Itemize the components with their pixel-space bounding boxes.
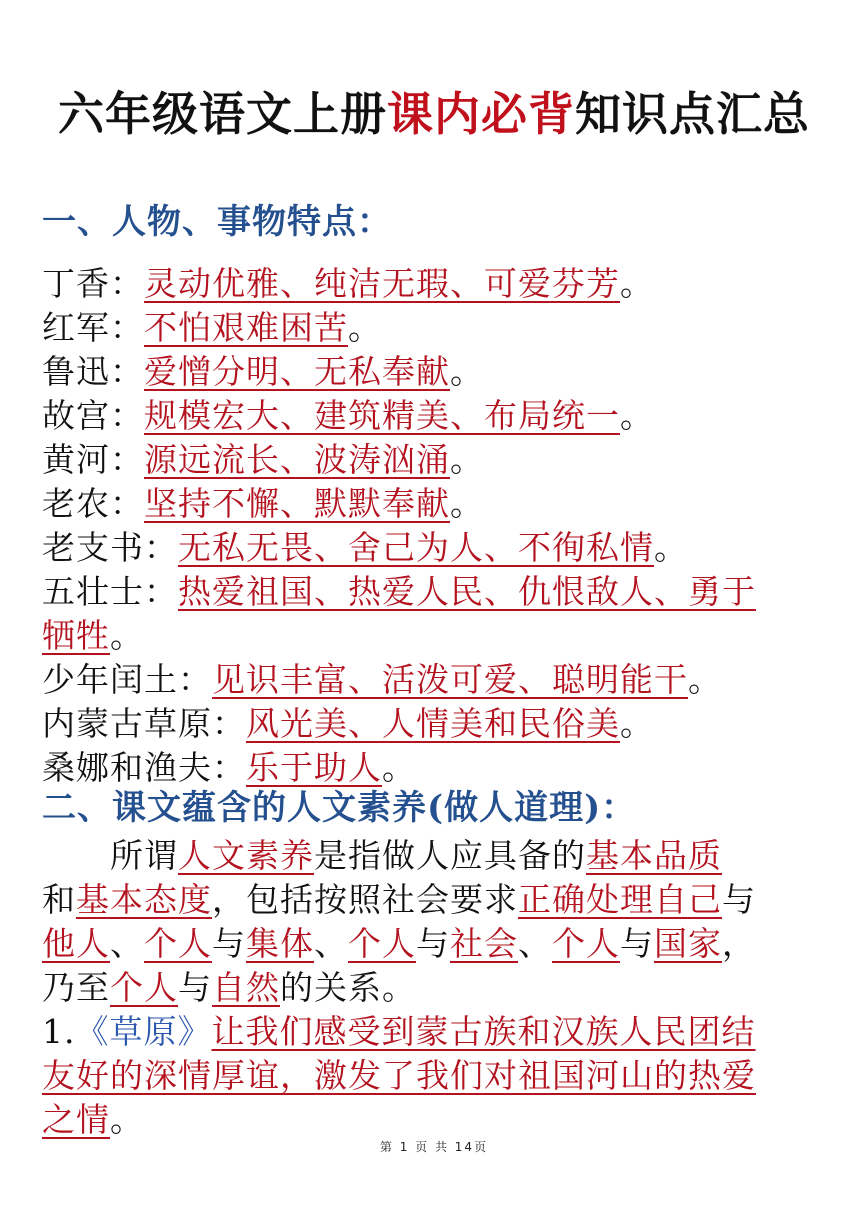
- paragraph-line: 和基本态度，包括按照社会要求正确处理自己与: [42, 880, 756, 919]
- book-title: 《草原》: [75, 1012, 212, 1051]
- list-item: 老农：坚持不懈、默默奉献。: [42, 484, 484, 523]
- list-item-continued: 牺牲。: [42, 616, 144, 655]
- list-item: 桑娜和渔夫：乐于助人。: [42, 748, 416, 787]
- list-item: 少年闰土：见识丰富、活泼可爱、聪明能干。: [42, 660, 722, 699]
- paragraph-line: 他人、个人与集体、个人与社会、个人与国家，: [42, 924, 756, 963]
- numbered-item-continued: 友好的深情厚谊，激发了我们对祖国河山的热爱: [42, 1056, 756, 1095]
- list-item: 内蒙古草原：风光美、人情美和民俗美。: [42, 704, 654, 743]
- title-part: 六年级语文上册: [58, 87, 387, 141]
- section-heading: 一、人物、事物特点：: [42, 202, 392, 242]
- numbered-item: 1.《草原》让我们感受到蒙古族和汉族人民团结: [42, 1012, 756, 1051]
- list-item: 老支书：无私无畏、舍己为人、不徇私情。: [42, 528, 688, 567]
- numbered-item-continued: 之情。: [42, 1100, 144, 1139]
- list-item: 鲁迅：爱憎分明、无私奉献。: [42, 352, 484, 391]
- page-number-footer: 第 1 页 共 14页: [379, 1140, 489, 1154]
- paragraph-line: 所谓人文素养是指做人应具备的基本品质: [110, 836, 722, 875]
- paragraph-line: 乃至个人与自然的关系。: [42, 968, 416, 1007]
- list-item: 丁香：灵动优雅、纯洁无瑕、可爱芬芳。: [42, 264, 654, 303]
- page-title: [0, 82, 868, 146]
- list-item: 五壮士：热爱祖国、热爱人民、仇恨敌人、勇于: [42, 572, 756, 611]
- title-highlight: 课内必背: [387, 87, 575, 141]
- list-item: 黄河：源远流长、波涛汹涌。: [42, 440, 484, 479]
- list-item: 故宫：规模宏大、建筑精美、布局统一。: [42, 396, 654, 435]
- section-heading: 二、课文蕴含的人文素养(做人道理)：: [42, 788, 637, 828]
- list-item: 红军：不怕艰难困苦。: [42, 308, 382, 347]
- title-part: 知识点汇总: [575, 87, 810, 141]
